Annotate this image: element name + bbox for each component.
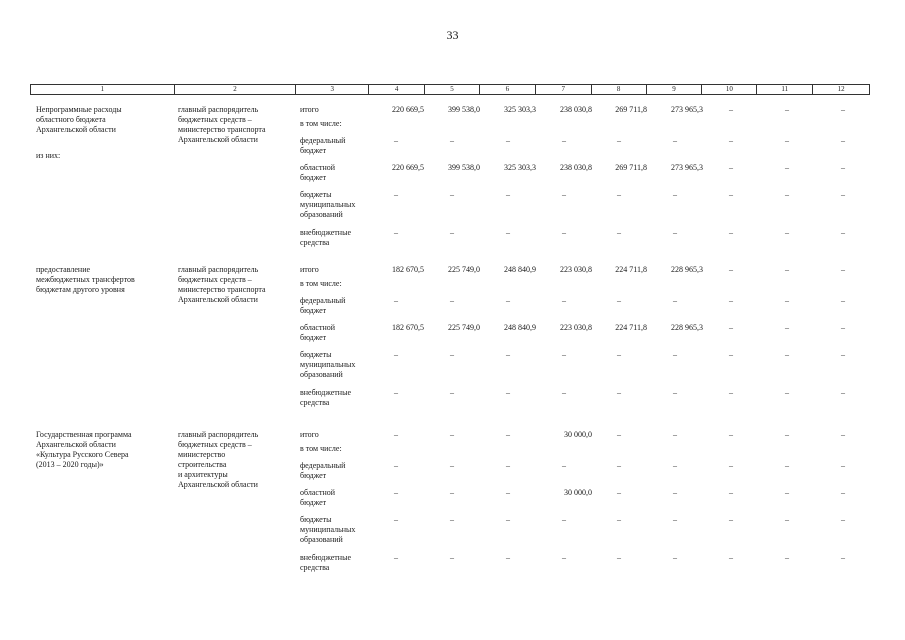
cell-value-offbudget: – <box>450 553 454 562</box>
cell-value-municipal: – <box>394 190 398 199</box>
cell-value-offbudget: – <box>673 553 677 562</box>
cell-value-offbudget: – <box>841 388 845 397</box>
cell-value-municipal: – <box>673 190 677 199</box>
row-label-municipal: образований <box>300 535 343 544</box>
header-col-4: 4 <box>369 85 425 94</box>
cell-value-total: 182 670,5 <box>392 265 424 274</box>
cell-value-municipal: – <box>729 190 733 199</box>
administrator-line: главный распорядитель <box>178 105 259 114</box>
item-name-line: бюджетам другого уровня <box>36 285 125 294</box>
cell-value-total: – <box>785 430 789 439</box>
cell-value-regional: 399 538,0 <box>448 163 480 172</box>
cell-value-regional: – <box>729 163 733 172</box>
administrator-line: строительства <box>178 460 227 469</box>
cell-value-municipal: – <box>841 350 845 359</box>
cell-value-federal: – <box>450 136 454 145</box>
cell-value-offbudget: – <box>841 228 845 237</box>
administrator-line: бюджетных средств – <box>178 115 252 124</box>
cell-value-regional: 30 000,0 <box>564 488 592 497</box>
row-label-regional: областной <box>300 163 336 172</box>
row-label-incl: в том числе: <box>300 279 342 288</box>
cell-value-total: – <box>729 265 733 274</box>
item-name-line: Непрограммные расходы <box>36 105 122 114</box>
cell-value-total: – <box>617 430 621 439</box>
administrator-line: главный распорядитель <box>178 265 259 274</box>
cell-value-regional: – <box>785 163 789 172</box>
administrator-line: Архангельской области <box>178 135 258 144</box>
cell-value-municipal: – <box>617 190 621 199</box>
cell-value-total: – <box>841 265 845 274</box>
row-label-federal: бюджет <box>300 306 327 315</box>
cell-value-federal: – <box>841 461 845 470</box>
row-label-municipal: образований <box>300 370 343 379</box>
cell-value-offbudget: – <box>506 388 510 397</box>
cell-value-total: 248 840,9 <box>504 265 536 274</box>
cell-value-regional: – <box>785 488 789 497</box>
cell-value-offbudget: – <box>562 553 566 562</box>
cell-value-federal: – <box>617 136 621 145</box>
row-label-federal: бюджет <box>300 471 327 480</box>
cell-value-total: – <box>841 105 845 114</box>
item-name-line: областного бюджета <box>36 115 106 124</box>
cell-value-regional: 273 965,3 <box>671 163 703 172</box>
cell-value-federal: – <box>673 136 677 145</box>
cell-value-municipal: – <box>841 515 845 524</box>
cell-value-offbudget: – <box>785 553 789 562</box>
cell-value-regional: 220 669,5 <box>392 163 424 172</box>
cell-value-total: – <box>841 430 845 439</box>
administrator-line: Архангельской области <box>178 480 258 489</box>
cell-value-municipal: – <box>617 350 621 359</box>
cell-value-municipal: – <box>673 350 677 359</box>
cell-value-municipal: – <box>562 515 566 524</box>
cell-value-regional: 269 711,8 <box>615 163 647 172</box>
cell-value-total: 220 669,5 <box>392 105 424 114</box>
cell-value-federal: – <box>841 296 845 305</box>
cell-value-municipal: – <box>450 515 454 524</box>
cell-value-offbudget: – <box>506 553 510 562</box>
row-label-municipal: бюджеты <box>300 190 332 199</box>
cell-value-total: – <box>506 430 510 439</box>
cell-value-federal: – <box>394 296 398 305</box>
cell-value-offbudget: – <box>617 553 621 562</box>
administrator-line: министерство транспорта <box>178 285 266 294</box>
row-label-municipal: муниципальных <box>300 360 356 369</box>
cell-value-regional: – <box>841 323 845 332</box>
header-col-10: 10 <box>702 85 757 94</box>
cell-value-regional: – <box>673 488 677 497</box>
cell-value-total: 325 303,3 <box>504 105 536 114</box>
cell-value-municipal: – <box>729 350 733 359</box>
cell-value-municipal: – <box>506 190 510 199</box>
row-label-total: итого <box>300 430 319 439</box>
cell-value-offbudget: – <box>617 388 621 397</box>
cell-value-regional: 182 670,5 <box>392 323 424 332</box>
cell-value-federal: – <box>394 461 398 470</box>
row-label-regional: бюджет <box>300 173 327 182</box>
cell-value-offbudget: – <box>673 388 677 397</box>
header-col-12: 12 <box>837 85 845 93</box>
administrator-line: главный распорядитель <box>178 430 259 439</box>
cell-value-offbudget: – <box>729 388 733 397</box>
cell-value-total: – <box>450 430 454 439</box>
cell-value-total: – <box>729 105 733 114</box>
cell-value-offbudget: – <box>673 228 677 237</box>
header-col-11: 11 <box>757 85 813 94</box>
cell-value-federal: – <box>673 296 677 305</box>
row-label-incl: в том числе: <box>300 444 342 453</box>
cell-value-federal: – <box>562 461 566 470</box>
cell-value-offbudget: – <box>394 388 398 397</box>
cell-value-municipal: – <box>785 190 789 199</box>
cell-value-offbudget: – <box>785 388 789 397</box>
cell-value-regional: 228 965,3 <box>671 323 703 332</box>
cell-value-total: 224 711,8 <box>615 265 647 274</box>
header-col-7: 7 <box>536 85 592 94</box>
administrator-line: министерство <box>178 450 226 459</box>
table-row-group <box>0 265 905 441</box>
cell-value-municipal: – <box>785 350 789 359</box>
cell-value-regional: – <box>729 323 733 332</box>
header-col-9: 9 <box>647 85 703 94</box>
cell-value-total: – <box>394 430 398 439</box>
cell-value-federal: – <box>729 136 733 145</box>
cell-value-municipal: – <box>562 190 566 199</box>
row-label-municipal: бюджеты <box>300 350 332 359</box>
cell-value-municipal: – <box>617 515 621 524</box>
cell-value-total: 273 965,3 <box>671 105 703 114</box>
administrator-line: министерство транспорта <box>178 125 266 134</box>
cell-value-municipal: – <box>673 515 677 524</box>
row-label-regional: бюджет <box>300 333 327 342</box>
cell-value-offbudget: – <box>841 553 845 562</box>
row-label-regional: областной <box>300 323 336 332</box>
cell-value-offbudget: – <box>450 388 454 397</box>
row-label-municipal: муниципальных <box>300 525 356 534</box>
header-col-6: 6 <box>480 85 536 94</box>
item-name-line: Архангельской области <box>36 125 116 134</box>
header-col-1: 1 <box>31 85 175 94</box>
item-name-line: «Культура Русского Севера <box>36 450 129 459</box>
cell-value-federal: – <box>450 461 454 470</box>
cell-value-federal: – <box>785 296 789 305</box>
cell-value-federal: – <box>450 296 454 305</box>
cell-value-municipal: – <box>506 515 510 524</box>
administrator-line: и архитектуры <box>178 470 228 479</box>
row-label-municipal: бюджеты <box>300 515 332 524</box>
header-col-3: 3 <box>296 85 369 94</box>
table-row-group <box>0 430 905 606</box>
cell-value-total: 238 030,8 <box>560 105 592 114</box>
cell-value-federal: – <box>617 296 621 305</box>
cell-value-offbudget: – <box>562 388 566 397</box>
cell-value-regional: 224 711,8 <box>615 323 647 332</box>
cell-value-federal: – <box>617 461 621 470</box>
cell-value-federal: – <box>729 296 733 305</box>
cell-value-regional: – <box>785 323 789 332</box>
cell-value-municipal: – <box>729 515 733 524</box>
row-label-regional: бюджет <box>300 498 327 507</box>
cell-value-municipal: – <box>841 190 845 199</box>
cell-value-regional: 325 303,3 <box>504 163 536 172</box>
cell-value-federal: – <box>506 461 510 470</box>
row-label-federal: федеральный <box>300 461 346 470</box>
cell-value-municipal: – <box>394 350 398 359</box>
cell-value-regional: 225 749,0 <box>448 323 480 332</box>
cell-value-total: 30 000,0 <box>564 430 592 439</box>
cell-value-municipal: – <box>450 350 454 359</box>
cell-value-federal: – <box>785 461 789 470</box>
item-name-extra: из них: <box>36 151 61 160</box>
cell-value-federal: – <box>506 296 510 305</box>
administrator-line: бюджетных средств – <box>178 440 252 449</box>
cell-value-regional: – <box>450 488 454 497</box>
cell-value-federal: – <box>562 136 566 145</box>
cell-value-federal: – <box>673 461 677 470</box>
cell-value-regional: – <box>729 488 733 497</box>
cell-value-federal: – <box>729 461 733 470</box>
cell-value-total: 225 749,0 <box>448 265 480 274</box>
cell-value-offbudget: – <box>394 553 398 562</box>
cell-value-offbudget: – <box>506 228 510 237</box>
item-name-line: межбюджетных трансфертов <box>36 275 135 284</box>
item-name-line: Архангельской области <box>36 440 116 449</box>
administrator-line: бюджетных средств – <box>178 275 252 284</box>
cell-value-regional: 223 030,8 <box>560 323 592 332</box>
row-label-offbudget: средства <box>300 398 330 407</box>
row-label-incl: в том числе: <box>300 119 342 128</box>
cell-value-offbudget: – <box>785 228 789 237</box>
cell-value-federal: – <box>841 136 845 145</box>
table-row-group <box>0 105 905 281</box>
cell-value-offbudget: – <box>729 553 733 562</box>
item-name-line: предоставление <box>36 265 91 274</box>
cell-value-total: – <box>785 265 789 274</box>
cell-value-municipal: – <box>785 515 789 524</box>
row-label-offbudget: внебюджетные <box>300 388 351 397</box>
administrator-line: Архангельской области <box>178 295 258 304</box>
row-label-federal: бюджет <box>300 146 327 155</box>
cell-value-total: 399 538,0 <box>448 105 480 114</box>
cell-value-regional: – <box>841 488 845 497</box>
row-label-offbudget: средства <box>300 238 330 247</box>
cell-value-total: 228 965,3 <box>671 265 703 274</box>
cell-value-offbudget: – <box>562 228 566 237</box>
cell-value-regional: – <box>506 488 510 497</box>
cell-value-offbudget: – <box>617 228 621 237</box>
page-number: 33 <box>446 28 459 42</box>
cell-value-municipal: – <box>562 350 566 359</box>
cell-value-municipal: – <box>506 350 510 359</box>
cell-value-regional: – <box>617 488 621 497</box>
cell-value-municipal: – <box>394 515 398 524</box>
table-header <box>30 84 870 95</box>
row-label-total: итого <box>300 265 319 274</box>
row-label-regional: областной <box>300 488 336 497</box>
cell-value-total: – <box>785 105 789 114</box>
row-label-total: итого <box>300 105 319 114</box>
cell-value-federal: – <box>506 136 510 145</box>
row-label-municipal: муниципальных <box>300 200 356 209</box>
item-name-line: Государственная программа <box>36 430 132 439</box>
cell-value-regional: – <box>841 163 845 172</box>
cell-value-federal: – <box>785 136 789 145</box>
cell-value-regional: 238 030,8 <box>560 163 592 172</box>
item-name-line: (2013 – 2020 годы)» <box>36 460 104 469</box>
cell-value-total: – <box>729 430 733 439</box>
cell-value-offbudget: – <box>450 228 454 237</box>
cell-value-municipal: – <box>450 190 454 199</box>
row-label-federal: федеральный <box>300 136 346 145</box>
cell-value-federal: – <box>394 136 398 145</box>
row-label-offbudget: внебюджетные <box>300 553 351 562</box>
header-col-8: 8 <box>592 85 647 94</box>
cell-value-federal: – <box>562 296 566 305</box>
row-label-offbudget: средства <box>300 563 330 572</box>
cell-value-regional: – <box>394 488 398 497</box>
header-col-5: 5 <box>425 85 480 94</box>
cell-value-offbudget: – <box>394 228 398 237</box>
row-label-offbudget: внебюджетные <box>300 228 351 237</box>
row-label-federal: федеральный <box>300 296 346 305</box>
row-label-municipal: образований <box>300 210 343 219</box>
cell-value-total: 269 711,8 <box>615 105 647 114</box>
cell-value-total: 223 030,8 <box>560 265 592 274</box>
header-col-2: 2 <box>175 85 297 94</box>
cell-value-total: – <box>673 430 677 439</box>
cell-value-offbudget: – <box>729 228 733 237</box>
cell-value-regional: 248 840,9 <box>504 323 536 332</box>
